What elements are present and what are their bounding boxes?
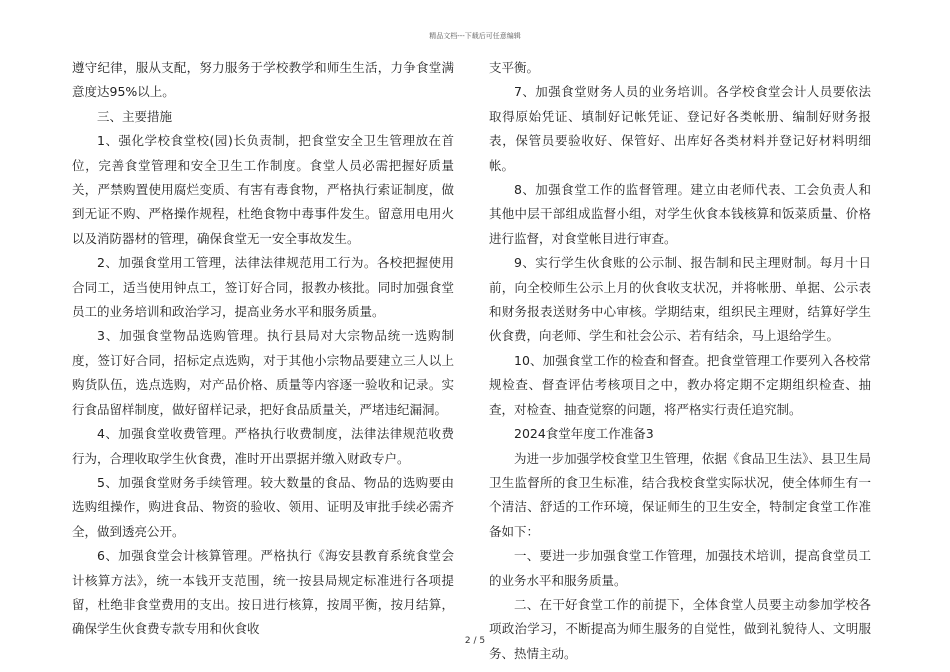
paragraph: 9、实行学生伙食账的公示制、报告制和民主理财制。每月十日前，向全校师生公示上月的伙食收支状况，并将帐册、单据、公示表和财务报表送财务中心审核。学期结束，组织民主理财，结算好学生伙食费，向老师、学生和社会公示、若有结余，马上退给学生。 bbox=[489, 255, 871, 344]
paragraph: 二、在干好食堂工作的前提下，全体食堂人员要主动参加学校各项政治学习，不断提高为师生服务的自觉性，做到礼貌待人、文明服务、热情主动。 bbox=[489, 596, 871, 661]
section-title: 2024食堂年度工作准备3 bbox=[514, 426, 654, 442]
paragraph: 为进一步加强学校食堂卫生管理，依据《食品卫生法》、县卫生局卫生监督所的食卫生标准，结合我校食堂实际状况，使全体师生有一个清洁、舒适的工作环境，保证师生的卫生安全，特制定食堂工作准备如下： bbox=[489, 450, 871, 539]
right-column bbox=[489, 56, 871, 666]
paragraph: 4、加强食堂收费管理。严格执行收费制度，法律法律规范收费行为，合理收取学生伙食费，准时开出票据并缴入财政专户。 bbox=[72, 426, 454, 466]
paragraph: 2、加强食堂用工管理，法律法律规范用工行为。各校把握使用合同工，适当使用钟点工，签订好合同，报教办核批。同时加强食堂员工的业务培训和政治学习，提高业务水平和服务质量。 bbox=[72, 255, 454, 320]
paragraph: 5、加强食堂财务手续管理。较大数量的食品、物品的选购要由选购组操作，购进食品、物资的验收、领用、证明及审批手续必需齐全，做到透亮公开。 bbox=[72, 474, 454, 539]
paragraph: 1、强化学校食堂校(园)长负责制，把食堂安全卫生管理放在首位，完善食堂管理和安全卫生工作制度。食堂人员必需把握好质量关，严禁购置使用腐烂变质、有害有毒食物，严格执行索证制度，做到无证不购、严格操作规程，杜绝食物中毒事件发生。留意用电用火以及消防器材的管理，确保食堂无一安全事故发生。 bbox=[72, 133, 454, 246]
paragraph: 10、加强食堂工作的检查和督查。把食堂管理工作要列入各校常规检查、督查评估考核项目之中，教办将定期不定期组织检查、抽查，对检查、抽查觉察的问题，将严格实行责任追究制。 bbox=[489, 352, 871, 417]
left-column bbox=[72, 56, 454, 642]
paragraph: 遵守纪律，服从支配，努力服务于学校教学和师生生活，力争食堂满意度达95%以上。 bbox=[72, 60, 454, 100]
paragraph: 3、加强食堂物品选购管理。执行县局对大宗物品统一选购制度，签订好合同，招标定点选购，对于其他小宗物品要建立三人以上购货队伍，选点选购，对产品价格、质量等内容逐一验收和记录。实行食品留样制度，做好留样记录，把好食品质量关，严堵违纪漏洞。 bbox=[72, 328, 454, 417]
page-header: 精品文档---下载后可任意编辑 bbox=[429, 32, 521, 40]
paragraph: 7、加强食堂财务人员的业务培训。各学校食堂会计人员要依法取得原始凭证、填制好记帐凭证、登记好各类帐册、编制好财务报表，保管员要验收好、保管好、出库好各类材料并登记好材料明细帐。 bbox=[489, 84, 871, 173]
paragraph: 一、要进一步加强食堂工作管理，加强技术培训，提高食堂员工的业务水平和服务质量。 bbox=[489, 548, 871, 588]
section-heading: 三、主要措施 bbox=[97, 108, 173, 124]
paragraph: 6、加强食堂会计核算管理。严格执行《海安县教育系统食堂会计核算方法》，统一本钱开支范围，统一按县局规定标准进行各项提留，杜绝非食堂费用的支出。按日进行核算，按周平衡，按月结算，确保学生伙食费专款专用和伙食收 bbox=[72, 548, 454, 637]
paragraph: 支平衡。 bbox=[489, 60, 540, 75]
paragraph: 8、加强食堂工作的监督管理。建立由老师代表、工会负责人和其他中层干部组成监督小组，对学生伙食本钱核算和饭菜质量、价格进行监督，对食堂帐目进行审查。 bbox=[489, 182, 871, 246]
page-number: 2 / 5 bbox=[464, 636, 486, 646]
